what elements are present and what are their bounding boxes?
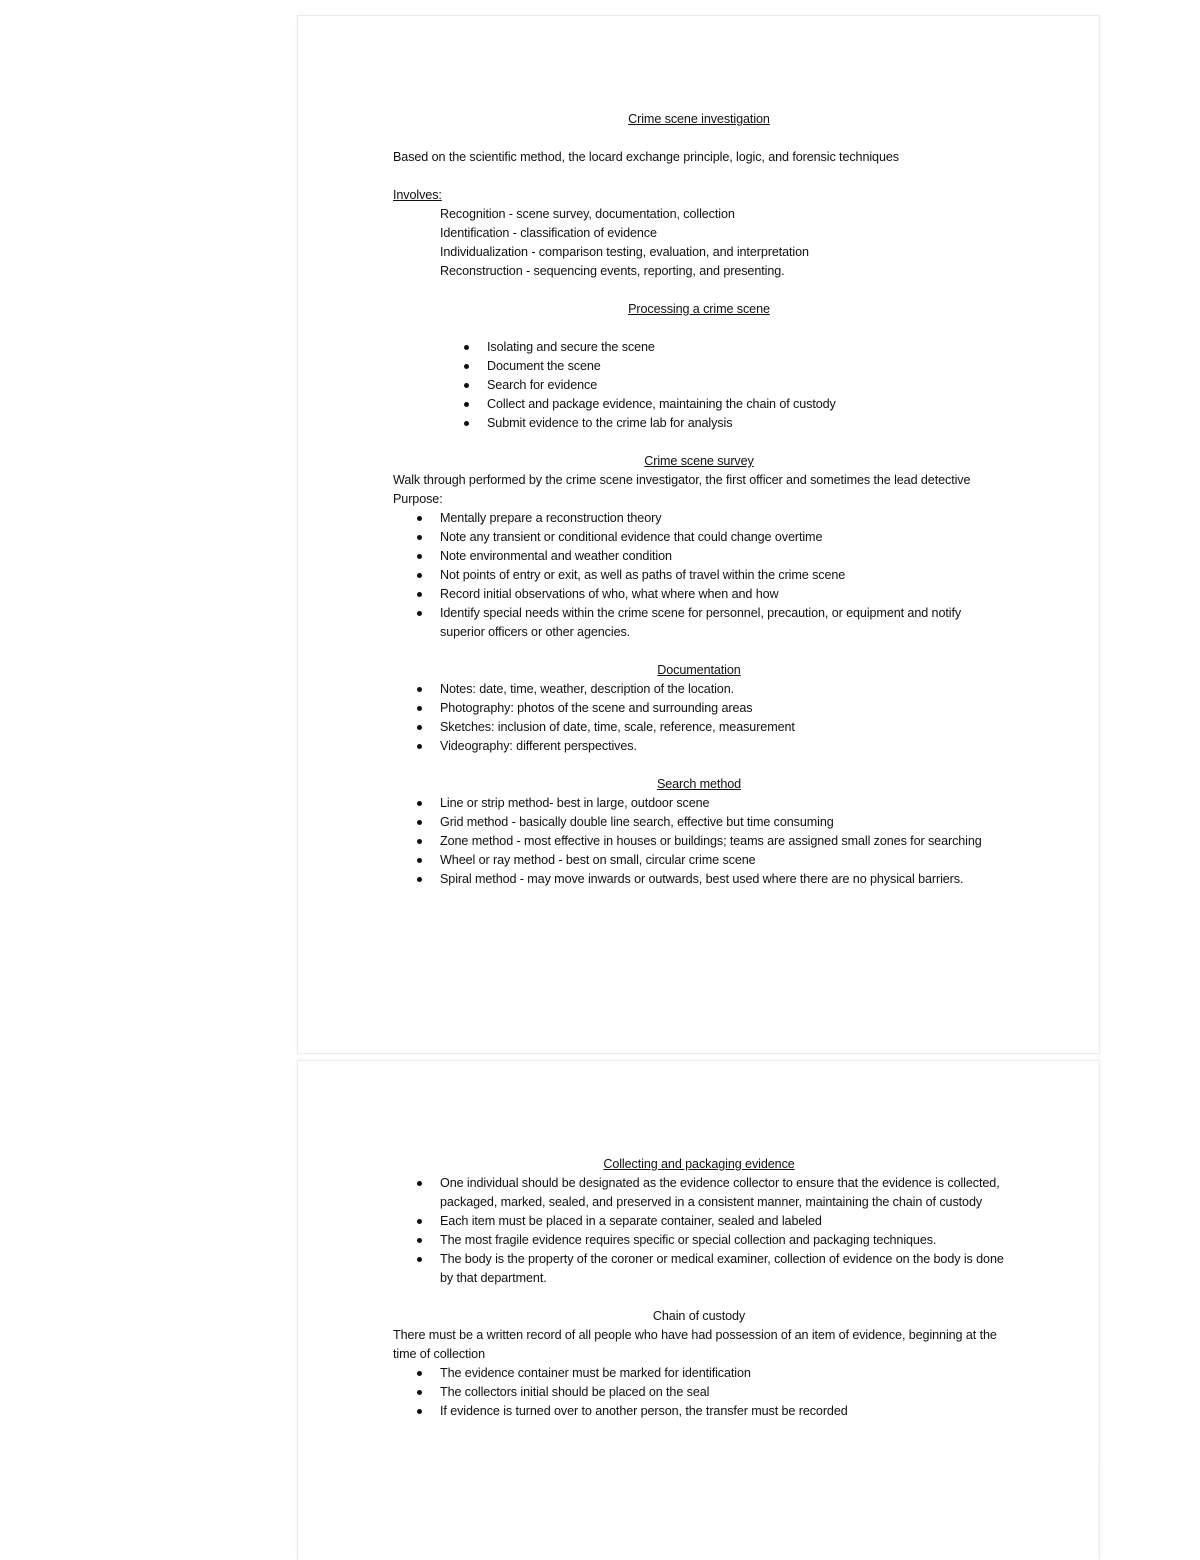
- list-item: Collect and package evidence, maintaining the chain of custody: [393, 395, 1005, 414]
- collecting-heading: Collecting and packaging evidence: [603, 1157, 795, 1171]
- documentation-list: [393, 680, 1005, 756]
- bullet-icon: [417, 820, 422, 825]
- list-item: If evidence is turned over to another person, the transfer must be recorded: [393, 1402, 1005, 1421]
- list-item: Photography: photos of the scene and surrounding areas: [393, 699, 1005, 718]
- list-item: Note any transient or conditional evidence that could change overtime: [393, 528, 1005, 547]
- list-item: Each item must be placed in a separate container, sealed and labeled: [393, 1212, 1005, 1231]
- list-item: Identify special needs within the crime scene for personnel, precaution, or equipment and notify superior officers or other agencies.: [393, 604, 1005, 642]
- bullet-icon: [417, 877, 422, 882]
- bullet-icon: [417, 706, 422, 711]
- list-item: Wheel or ray method - best on small, circular crime scene: [393, 851, 1005, 870]
- bullet-icon: [417, 592, 422, 597]
- bullet-icon: [417, 573, 422, 578]
- bullet-icon: [417, 535, 422, 540]
- bullet-icon: [464, 364, 469, 369]
- list-item: The most fragile evidence requires specific or special collection and packaging techniques.: [393, 1231, 1005, 1250]
- page-2-content: [393, 1155, 1005, 1421]
- bullet-icon: [417, 1371, 422, 1376]
- involves-label: Involves:: [393, 188, 442, 202]
- list-item: Zone method - most effective in houses or buildings; teams are assigned small zones for searching: [393, 832, 1005, 851]
- bullet-icon: [417, 744, 422, 749]
- intro-paragraph: Based on the scientific method, the locard exchange principle, logic, and forensic techniques: [393, 150, 899, 164]
- bullet-icon: [464, 345, 469, 350]
- list-item: The collectors initial should be placed on the seal: [393, 1383, 1005, 1402]
- list-item: One individual should be designated as the evidence collector to ensure that the evidence is collected, packaged, marked, sealed, and preserved in a consistent manner, maintaining the chain of custody: [393, 1174, 1005, 1212]
- search-list: [393, 794, 1005, 889]
- bullet-icon: [417, 554, 422, 559]
- custody-list: [393, 1364, 1005, 1421]
- bullet-icon: [417, 839, 422, 844]
- page-1-content: [393, 110, 1005, 889]
- bullet-icon: [417, 516, 422, 521]
- bullet-icon: [417, 1257, 422, 1262]
- list-item: Not points of entry or exit, as well as paths of travel within the crime scene: [393, 566, 1005, 585]
- involves-list: [393, 205, 1005, 281]
- bullet-icon: [417, 1390, 422, 1395]
- involves-item: Reconstruction - sequencing events, reporting, and presenting.: [440, 264, 785, 278]
- bullet-icon: [464, 421, 469, 426]
- list-item: Note environmental and weather condition: [393, 547, 1005, 566]
- bullet-icon: [417, 801, 422, 806]
- scrollbar-track: [1098, 1465, 1100, 1555]
- processing-heading: Processing a crime scene: [628, 302, 770, 316]
- documentation-heading: Documentation: [657, 663, 741, 677]
- list-item: Mentally prepare a reconstruction theory: [393, 509, 1005, 528]
- bullet-icon: [464, 402, 469, 407]
- bullet-icon: [417, 1409, 422, 1414]
- bullet-icon: [417, 611, 422, 616]
- list-item: Grid method - basically double line search, effective but time consuming: [393, 813, 1005, 832]
- list-item: Line or strip method- best in large, outdoor scene: [393, 794, 1005, 813]
- list-item: The evidence container must be marked for identification: [393, 1364, 1005, 1383]
- document-page-2: [297, 1060, 1100, 1560]
- list-item: The body is the property of the coroner or medical examiner, collection of evidence on the body is done by that department.: [393, 1250, 1005, 1288]
- survey-list: [393, 509, 1005, 642]
- bullet-icon: [417, 1219, 422, 1224]
- search-heading: Search method: [656, 777, 742, 791]
- survey-description: Walk through performed by the crime scene investigator, the first officer and sometimes the lead detective: [393, 473, 971, 487]
- bullet-icon: [417, 687, 422, 692]
- list-item: Isolating and secure the scene: [393, 338, 1005, 357]
- list-item: Record initial observations of who, what where when and how: [393, 585, 1005, 604]
- bullet-icon: [417, 1238, 422, 1243]
- list-item: Submit evidence to the crime lab for analysis: [393, 414, 1005, 433]
- custody-heading: Chain of custody: [652, 1309, 746, 1323]
- document-title: Crime scene investigation: [628, 112, 770, 126]
- list-item: Spiral method - may move inwards or outwards, best used where there are no physical barriers.: [393, 870, 1005, 889]
- bullet-icon: [417, 1181, 422, 1186]
- custody-description: There must be a written record of all people who have had possession of an item of evidence, beginning at the time of collection: [393, 1328, 997, 1361]
- involves-item: Identification - classification of evidence: [440, 226, 657, 240]
- bullet-icon: [464, 383, 469, 388]
- list-item: Document the scene: [393, 357, 1005, 376]
- purpose-label: Purpose:: [393, 492, 443, 506]
- involves-item: Recognition - scene survey, documentation, collection: [440, 207, 735, 221]
- list-item: Videography: different perspectives.: [393, 737, 1005, 756]
- collecting-list: [393, 1174, 1005, 1288]
- bullet-icon: [417, 858, 422, 863]
- list-item: Notes: date, time, weather, description of the location.: [393, 680, 1005, 699]
- survey-heading: Crime scene survey: [644, 454, 754, 468]
- bullet-icon: [417, 725, 422, 730]
- involves-item: Individualization - comparison testing, evaluation, and interpretation: [440, 245, 809, 259]
- processing-list: [393, 338, 1005, 433]
- list-item: Search for evidence: [393, 376, 1005, 395]
- list-item: Sketches: inclusion of date, time, scale, reference, measurement: [393, 718, 1005, 737]
- document-page-1: [297, 15, 1100, 1054]
